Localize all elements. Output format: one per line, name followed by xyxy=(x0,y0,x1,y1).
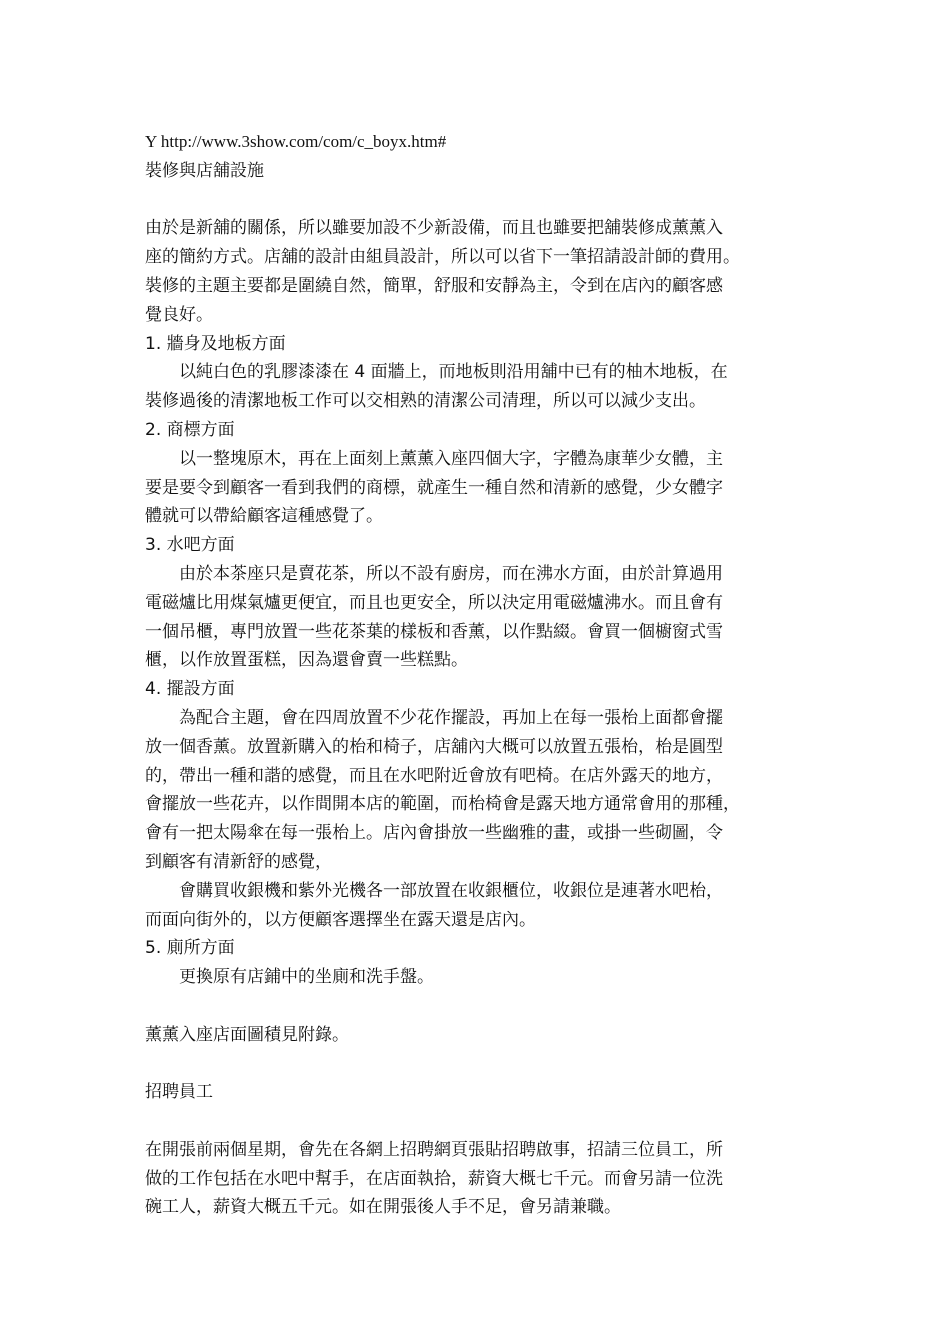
body-line: 電磁爐比用煤氣爐更便宜，而且也更安全，所以決定用電磁爐沸水。而且會有 xyxy=(145,592,723,613)
subheading-logo: 2. 商標方面 xyxy=(145,419,235,440)
body-line: 會有一把太陽傘在每一張枱上。店內會掛放一些幽雅的畫，或掛一些砌圖，令 xyxy=(145,823,723,844)
body-line: 而面向街外的，以方便顧客選擇坐在露天還是店內。 xyxy=(145,909,536,930)
body-line: 以純白色的乳膠漆漆在 4 面牆上，而地板則沿用舖中已有的柚木地板，在 xyxy=(179,362,728,383)
staff-line: 碗工人，薪資大概五千元。如在開張後人手不足，會另請兼職。 xyxy=(145,1197,621,1218)
body-line: 櫃，以作放置蛋糕，因為還會賣一些糕點。 xyxy=(145,650,468,671)
spacer xyxy=(145,1050,825,1079)
body-line: 以一整塊原木，再在上面刻上薰薰入座四個大字，字體為康華少女體，主 xyxy=(179,448,723,469)
body-line: 放一個香薰。放置新購入的枱和椅子，店舖內大概可以放置五張枱，枱是圓型 xyxy=(145,736,723,757)
spacer xyxy=(145,992,825,1021)
body-line: 體就可以帶給顧客這種感覺了。 xyxy=(145,506,383,527)
body-line: 會擺放一些花卉，以作間開本店的範圍，而枱椅會是露天地方通常會用的那種， xyxy=(145,794,740,815)
body-line: 的，帶出一種和諧的感覺，而且在水吧附近會放有吧椅。在店外露天的地方， xyxy=(145,765,723,786)
appendix-note: 薰薰入座店面圖積見附錄。 xyxy=(145,1024,349,1045)
body-line: 會購買收銀機和紫外光機各一部放置在收銀櫃位，收銀位是連著水吧枱， xyxy=(179,880,723,901)
spacer xyxy=(145,1107,825,1136)
subheading-walls-floor: 1. 牆身及地板方面 xyxy=(145,333,286,354)
section-title: 裝修與店舖設施 xyxy=(145,160,264,181)
staff-line: 在開張前兩個星期，會先在各網上招聘網頁張貼招聘啟事，招請三位員工，所 xyxy=(145,1139,723,1160)
staff-heading: 招聘員工 xyxy=(145,1082,213,1103)
body-line: 更換原有店鋪中的坐廁和洗手盤。 xyxy=(179,967,434,988)
intro-line: 覺良好。 xyxy=(145,304,213,325)
intro-line: 由於是新舖的關係，所以雖要加設不少新設備，而且也雖要把舖裝修成薰薰入 xyxy=(145,218,723,239)
intro-line: 座的簡約方式。店舖的設計由組員設計，所以可以省下一筆招請設計師的費用。 xyxy=(145,247,740,268)
body-line: 為配合主題，會在四周放置不少花作擺設，再加上在每一張枱上面都會擺 xyxy=(179,707,723,728)
body-line: 到顧客有清新舒的感覺， xyxy=(145,851,332,872)
subheading-decor: 4. 擺設方面 xyxy=(145,679,235,700)
body-line: 要是要令到顧客一看到我們的商標，就產生一種自然和清新的感覺，少女體字 xyxy=(145,477,723,498)
source-url-line: Y http://www.3show.com/com/c_boyx.htm# xyxy=(145,132,447,151)
body-line: 由於本茶座只是賣花茶，所以不設有廚房，而在沸水方面，由於計算過用 xyxy=(179,563,723,584)
spacer xyxy=(145,186,825,215)
body-line: 一個吊櫃，專門放置一些花茶葉的樣板和香薰，以作點綴。會買一個櫥窗式雪 xyxy=(145,621,723,642)
document-page xyxy=(145,128,825,1222)
body-line: 裝修過後的清潔地板工作可以交相熟的清潔公司清理，所以可以減少支出。 xyxy=(145,391,706,412)
staff-line: 做的工作包括在水吧中幫手，在店面執拾，薪資大概七千元。而會另請一位洗 xyxy=(145,1168,723,1189)
subheading-restroom: 5. 廁所方面 xyxy=(145,938,235,959)
subheading-water-bar: 3. 水吧方面 xyxy=(145,535,235,556)
intro-line: 裝修的主題主要都是圍繞自然，簡單，舒服和安靜為主，令到在店內的顧客感 xyxy=(145,275,723,296)
